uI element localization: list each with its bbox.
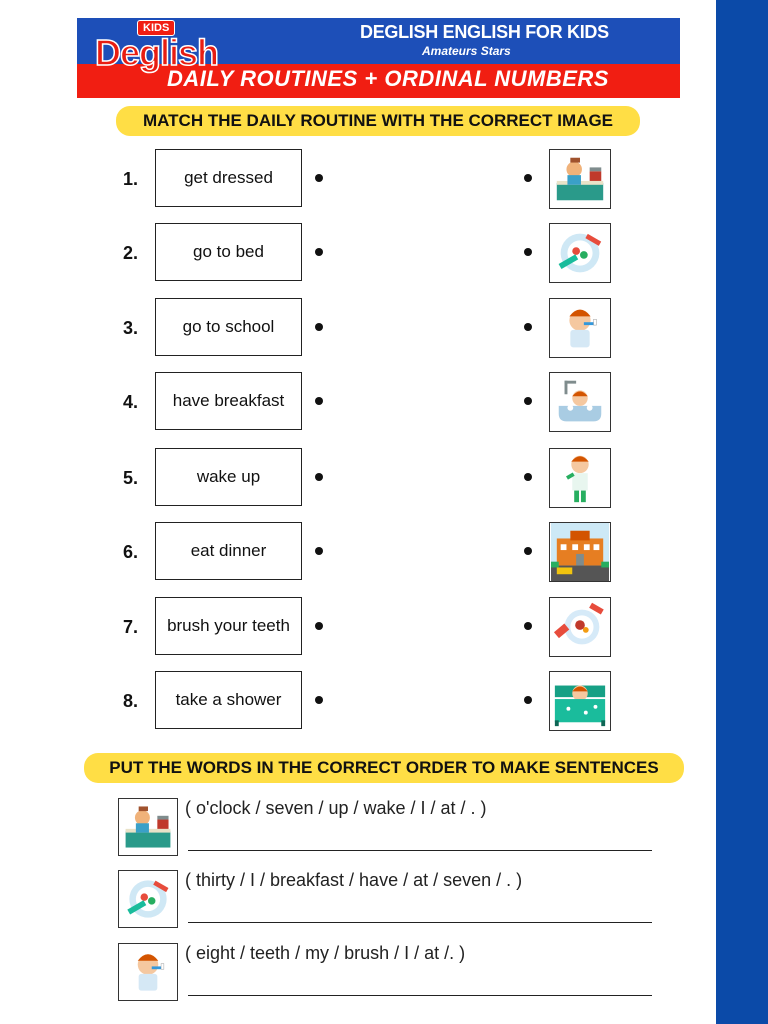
scrambled-words: ( thirty / I / breakfast / have / at / seven / . ) [185, 870, 523, 890]
row-number: 6. [123, 542, 139, 562]
row-number: 5. [123, 468, 139, 488]
brush-teeth-icon [549, 298, 611, 358]
match-row [0, 149, 716, 211]
match-dot-left[interactable] [315, 547, 323, 555]
sentence-item [0, 870, 716, 940]
dinner-plate-icon [549, 223, 611, 283]
routine-word-box: take a shower [155, 671, 302, 729]
match-dot-right[interactable] [524, 323, 532, 331]
match-row [0, 448, 716, 510]
section-heading-order: PUT THE WORDS IN THE CORRECT ORDER TO MAKE SENTENCES [84, 753, 684, 783]
section-heading-match: MATCH THE DAILY ROUTINE WITH THE CORRECT IMAGE [116, 106, 640, 136]
match-dot-left[interactable] [315, 696, 323, 704]
scrambled-words: ( o'clock / seven / up / wake / I / at / . ) [185, 798, 487, 818]
match-dot-right[interactable] [524, 248, 532, 256]
answer-line[interactable] [188, 922, 652, 923]
match-dot-left[interactable] [315, 397, 323, 405]
logo-text: Deglish [95, 32, 219, 73]
breakfast-table-icon [549, 149, 611, 209]
row-number: 1. [123, 169, 139, 189]
routine-word-box: eat dinner [155, 522, 302, 580]
routine-word-box: have breakfast [155, 372, 302, 430]
row-number: 2. [123, 243, 139, 263]
sentence-item [0, 943, 716, 1013]
school-building-icon [549, 522, 611, 582]
match-row [0, 522, 716, 584]
logo-kids-badge: KIDS [137, 20, 175, 36]
match-dot-left[interactable] [315, 248, 323, 256]
sentence-item [0, 798, 716, 868]
match-dot-right[interactable] [524, 397, 532, 405]
routine-word-box: wake up [155, 448, 302, 506]
match-dot-left[interactable] [315, 473, 323, 481]
match-dot-right[interactable] [524, 174, 532, 182]
routine-word-box: brush your teeth [155, 597, 302, 655]
match-dot-right[interactable] [524, 473, 532, 481]
header-subtitle: Amateurs Stars [422, 44, 511, 58]
row-number: 3. [123, 318, 139, 338]
worksheet-title: DAILY ROUTINES + ORDINAL NUMBERS [167, 66, 609, 91]
boy-dressing-icon [549, 448, 611, 508]
routine-word-box: go to bed [155, 223, 302, 281]
breakfast-table-icon [118, 798, 178, 856]
match-dot-left[interactable] [315, 323, 323, 331]
boy-in-bed-icon [549, 671, 611, 731]
match-dot-right[interactable] [524, 622, 532, 630]
answer-line[interactable] [188, 995, 652, 996]
row-number: 7. [123, 617, 139, 637]
match-dot-right[interactable] [524, 696, 532, 704]
match-row [0, 597, 716, 659]
row-number: 4. [123, 392, 139, 412]
bath-shower-icon [549, 372, 611, 432]
match-row [0, 372, 716, 434]
routine-word-box: get dressed [155, 149, 302, 207]
meal-plate-icon [549, 597, 611, 657]
header-title: DEGLISH ENGLISH FOR KIDS [360, 22, 609, 42]
match-dot-right[interactable] [524, 547, 532, 555]
routine-word-box: go to school [155, 298, 302, 356]
match-dot-left[interactable] [315, 622, 323, 630]
answer-line[interactable] [188, 850, 652, 851]
header [77, 18, 680, 98]
match-row [0, 298, 716, 360]
scrambled-words: ( eight / teeth / my / brush / I / at /. ) [185, 943, 466, 963]
row-number: 8. [123, 691, 139, 711]
match-row [0, 671, 716, 733]
side-band [716, 0, 768, 1024]
match-row [0, 223, 716, 285]
dinner-plate-icon [118, 870, 178, 928]
match-dot-left[interactable] [315, 174, 323, 182]
brush-teeth-icon [118, 943, 178, 1001]
